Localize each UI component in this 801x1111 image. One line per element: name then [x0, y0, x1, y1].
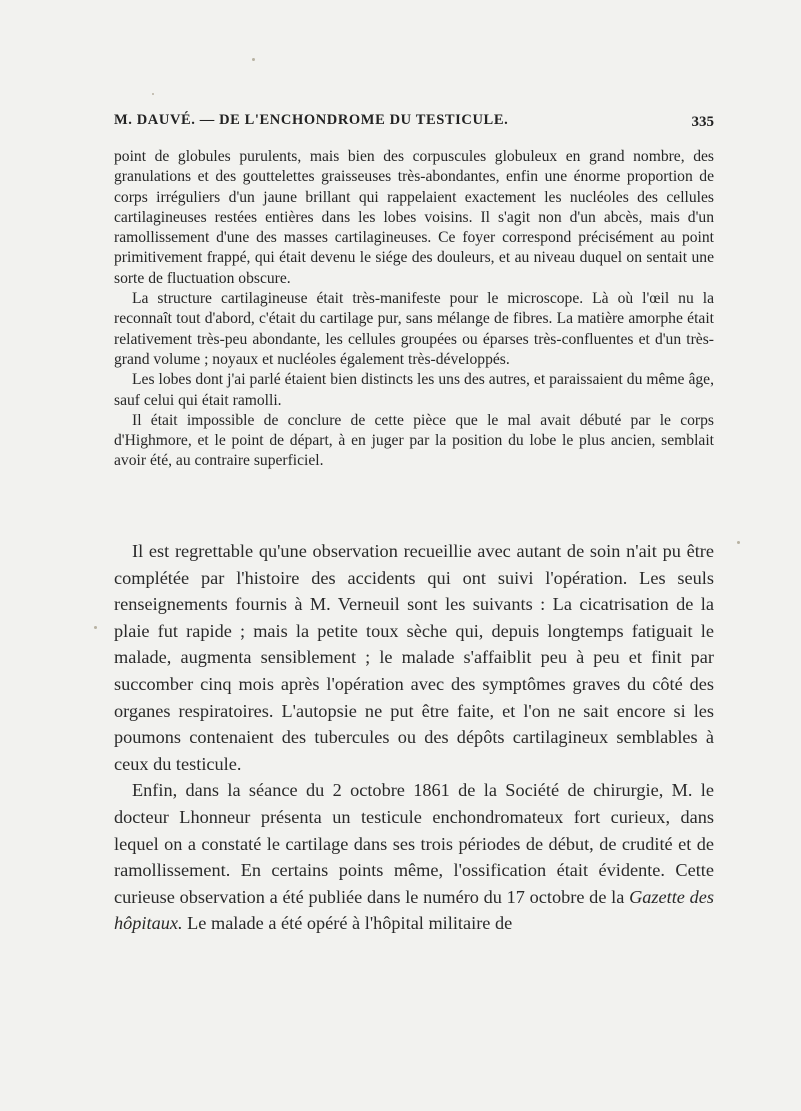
paragraph: Il est regrettable qu'une observation recueillie avec autant de soin n'ait pu être complétée par l'histoire des accidents qui ont suivi l'opération. Les seuls renseignements fournis à M. Verneuil sont les suivants : La cicatrisation de la plaie fut rapide ; mais la petite toux sèche qui, depuis longtemps fatiguait le malade, augmenta sensiblement ; le malade s'affaiblit peu à peu et finit par succomber cinq mois après l'opération avec des symptômes graves du côté des organes respiratoires. L'autopsie ne put être faite, et l'on ne sait encore si les poumons contenaient des tubercules ou des dépôts cartilagineux semblables à ceux du testicule.	[114, 541, 714, 774]
page-number: 335	[691, 114, 714, 130]
paper-speck	[152, 93, 154, 95]
large-print-block	[114, 538, 714, 937]
paragraph-text: Le malade a été opéré à l'hôpital militaire de	[187, 913, 513, 934]
paragraph	[114, 777, 714, 937]
paragraph: Les lobes dont j'ai parlé étaient bien distincts les uns des autres, et paraissaient du même âge, sauf celui qui était ramolli.	[114, 371, 714, 409]
journal-title: Gazette des hôpitaux.	[114, 886, 714, 934]
paragraph-text: Enfin, dans la séance du 2 octobre 1861 de la Société de chirurgie, M. le docteur Lhonneur présenta un testicule enchondromateux fort curieux, dans lequel on a constaté le cartilage dans ses trois périodes de début, de crudité et de ramollissement. En certains points même, l'ossification était évidente. Cette curieuse observation a été publiée dans le numéro du 17 octobre de la	[114, 780, 714, 907]
page-header	[114, 112, 714, 136]
paragraph: Il était impossible de conclure de cette pièce que le mal avait débuté par le corps d'Highmore, et le point de départ, à en juger par la position du lobe le plus ancien, semblait avoir été, au contraire superficiel.	[114, 411, 714, 470]
paper-speck	[737, 541, 740, 544]
paper-speck	[94, 626, 97, 629]
paper-speck	[252, 58, 255, 61]
small-print-block	[114, 147, 714, 472]
paragraph: La structure cartilagineuse était très-manifeste pour le microscope. Là où l'œil nu la reconnaît tout d'abord, c'était du cartilage pur, sans mélange de fibres. La matière amorphe était relativement très-peu abondante, les cellules groupées ou éparses très-confluentes et d'un très-grand volume ; noyaux et nucléoles également très-développés.	[114, 290, 714, 368]
running-head: M. DAUVÉ. — DE L'ENCHONDROME DU TESTICULE.	[114, 112, 509, 128]
paragraph: point de globules purulents, mais bien des corpuscules globuleux en grand nombre, des granulations et des gouttelettes graisseuses très-abondantes, enfin une énorme proportion de corps irréguliers d'un jaune brillant qui rappelaient exactement les nucléoles des cellules cartilagineuses restées entières dans les lobes voisins. Il s'agit non d'un abcès, mais d'un ramollissement d'une des masses cartilagineuses. Ce foyer correspond précisément au point primitivement frappé, qui était devenu le siége des douleurs, et au niveau duquel on sentait une sorte de fluctuation obscure.	[114, 148, 714, 287]
